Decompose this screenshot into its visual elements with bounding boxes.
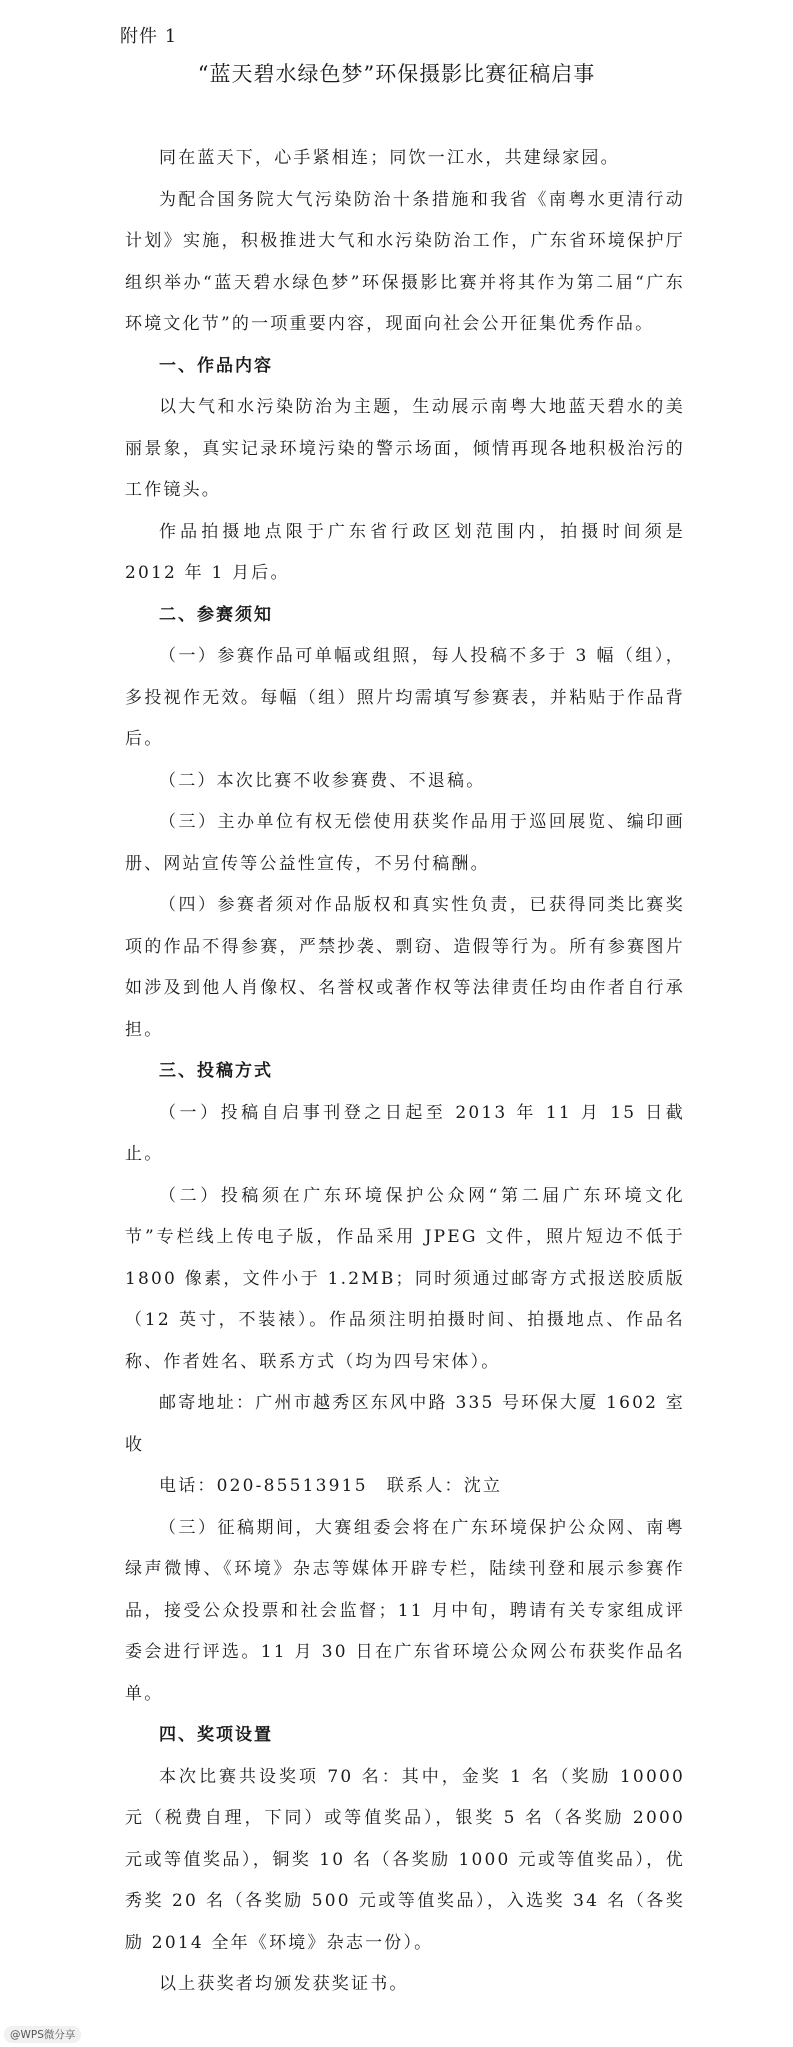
- paragraph: （一）参赛作品可单幅或组照，每人投稿不多于 3 幅（组），多投视作无效。每幅（组）照片均需填写参赛表，并粘贴于作品背后。: [125, 646, 685, 749]
- paragraph: （二）本次比赛不收参赛费、不退稿。: [159, 770, 486, 791]
- wps-share-watermark: @WPS微分享: [4, 2026, 81, 2043]
- paragraph: 为配合国务院大气污染防治十条措施和我省《南粤水更清行动计划》实施，积极推进大气和水污染防治工作，广东省环境保护厅组织举办“蓝天碧水绿色梦”环保摄影比赛并将其作为第二届“广东环境文化节”的一项重要内容，现面向社会公开征集优秀作品。: [125, 189, 685, 334]
- paragraph: 以大气和水污染防治为主题，生动展示南粤大地蓝天碧水的美丽景象，真实记录环境污染的警示场面，倾情再现各地积极治污的工作镜头。: [125, 397, 685, 500]
- paragraph: （二）投稿须在广东环境保护公众网“第二届广东环境文化节”专栏线上传电子版，作品采用 JPEG 文件，照片短边不低于 1800 像素，文件小于 1.2MB；同时须通过邮寄方式报送胶质版（12 英寸，不装裱）。作品须注明拍摄时间、拍摄地点、作品名称、作者姓名、联系方式（均为四号宋体）。: [125, 1185, 685, 1372]
- paragraph: （一）投稿自启事刊登之日起至 2013 年 11 月 15 日截止。: [125, 1102, 685, 1164]
- paragraph: 本次比赛共设奖项 70 名：其中，金奖 1 名（奖励 10000 元（税费自理，下同）或等值奖品），银奖 5 名（各奖励 2000 元或等值奖品），铜奖 10 名（各奖励 1000 元或等值奖品），优秀奖 20 名（各奖励 500 元或等值奖品），入选奖 34 名（各奖励 2014 全年《环境》杂志一份）。: [125, 1766, 685, 1953]
- paragraph: 邮寄地址：广州市越秀区东风中路 335 号环保大厦 1602 室收: [125, 1393, 685, 1455]
- paragraph: （四）参赛者须对作品版权和真实性负责，已获得同类比赛奖项的作品不得参赛，严禁抄袭、剽窃、造假等行为。所有参赛图片如涉及到他人肖像权、名誉权或著作权等法律责任均由作者自行承担。: [125, 895, 685, 1040]
- paragraph: 同在蓝天下，心手紧相连；同饮一江水，共建绿家园。: [159, 148, 620, 168]
- document-body: [125, 138, 685, 2006]
- document-title: “蓝天碧水绿色梦”环保摄影比赛征稿启事: [197, 62, 596, 86]
- paragraph: 作品拍摄地点限于广东省行政区划范围内，拍摄时间须是 2012 年 1 月后。: [125, 521, 685, 583]
- paragraph: （三）征稿期间，大赛组委会将在广东环境保护公众网、南粤绿声微博、《环境》杂志等媒体开辟专栏，陆续刊登和展示参赛作品，接受公众投票和社会监督；11 月中旬，聘请有关专家组成评委会进行评选。11 月 30 日在广东省环境公众网公布获奖作品名单。: [125, 1517, 685, 1704]
- paragraph: 以上获奖者均颁发获奖证书。: [159, 1974, 409, 1994]
- section-heading: 四、奖项设置: [159, 1725, 273, 1745]
- attachment-label: 附件 1: [120, 26, 178, 47]
- paragraph: 电话：020-85513915 联系人：沈立: [159, 1476, 503, 1496]
- section-heading: 三、投稿方式: [159, 1061, 273, 1081]
- section-heading: 一、作品内容: [159, 355, 273, 376]
- paragraph: （三）主办单位有权无偿使用获奖作品用于巡回展览、编印画册、网站宣传等公益性宣传，不另付稿酬。: [125, 812, 685, 874]
- section-heading: 二、参赛须知: [159, 604, 273, 625]
